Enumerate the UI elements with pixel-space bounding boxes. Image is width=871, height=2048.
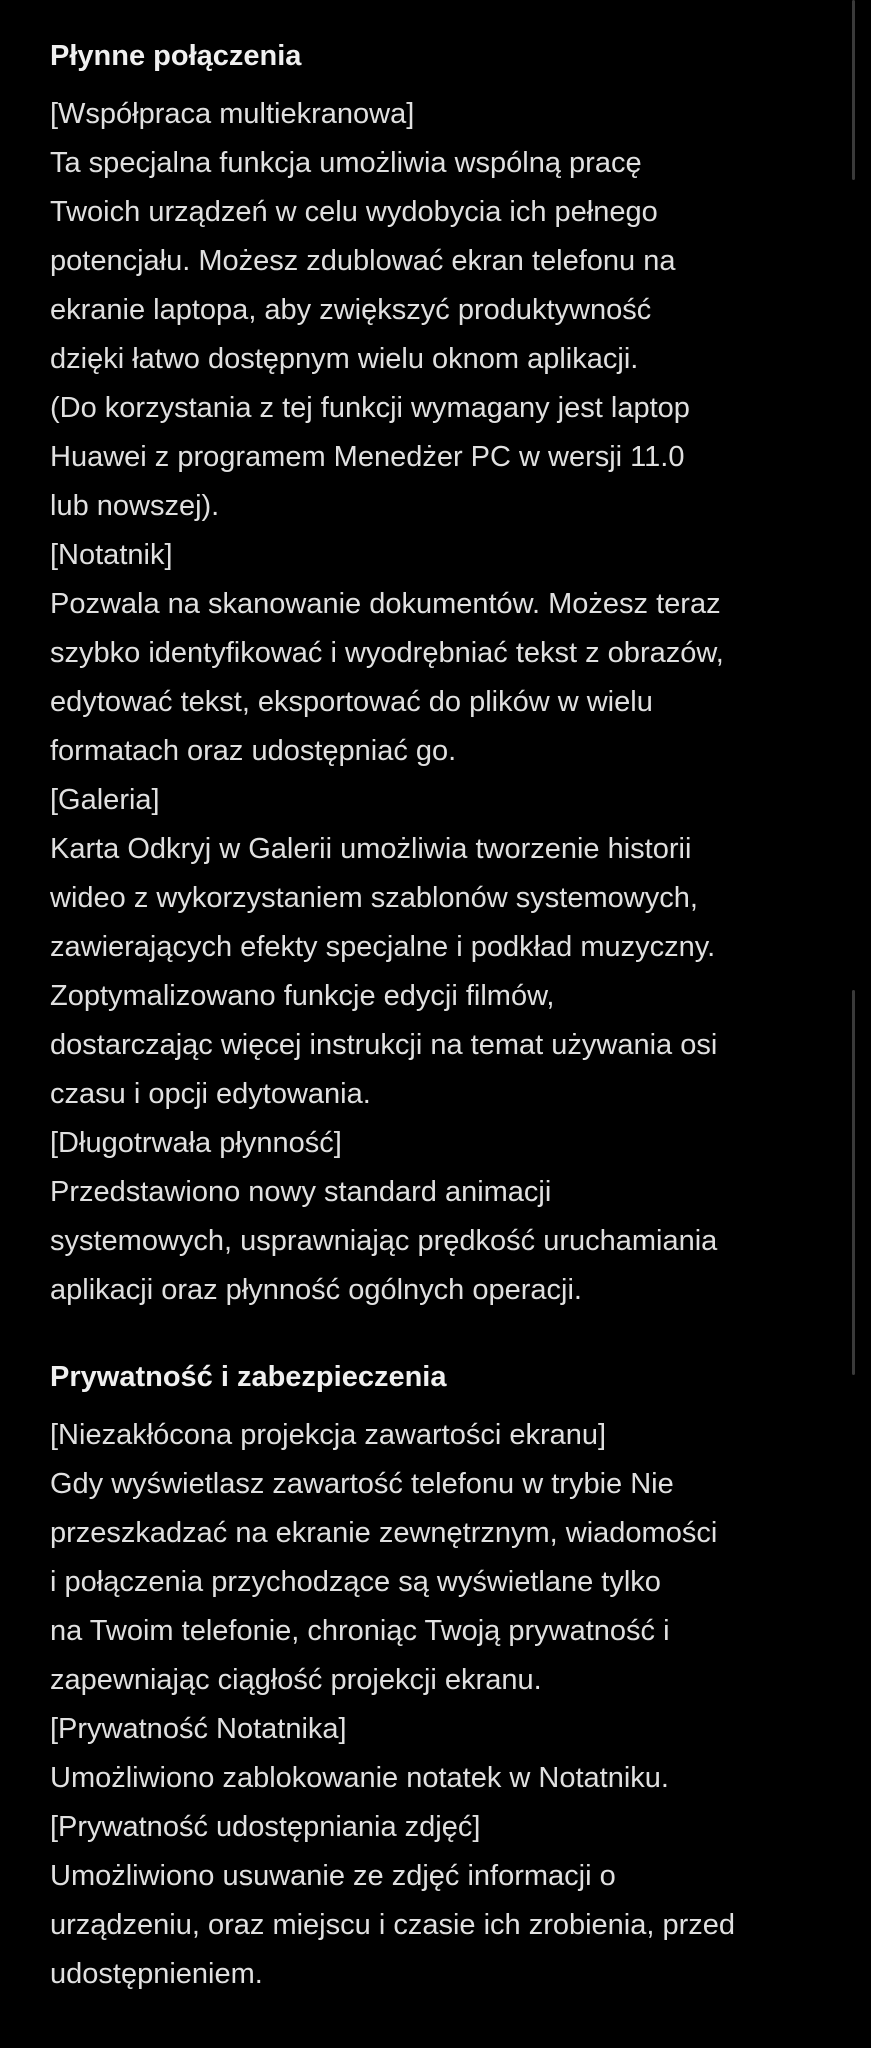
item-heading-photo-sharing-privacy: [Prywatność udostępniania zdjęć]	[50, 1811, 481, 1843]
section-privacy-security	[50, 1357, 831, 1999]
item-body-smoothness: Przedstawiono nowy standard animacji systemowych, usprawniając prędkość uruchamiania aplikacji oraz płynność ogólnych operacji.	[50, 1176, 718, 1306]
item-heading-projection: [Niezakłócona projekcja zawartości ekranu]	[50, 1419, 607, 1451]
section-title: Płynne połączenia	[50, 40, 302, 72]
item-body-notepad: Pozwala na skanowanie dokumentów. Możesz teraz szybko identyfikować i wyodrębniać tekst z obrazów, edytować tekst, eksportować do plików w wielu formatach oraz udostępniać go.	[50, 588, 724, 767]
section-seamless-connections	[50, 36, 831, 1315]
scrollbar-thumb[interactable]	[852, 990, 855, 1375]
item-body-notepad-privacy: Umożliwiono zablokowanie notatek w Notatniku.	[50, 1762, 669, 1794]
section-title: Prywatność i zabezpieczenia	[50, 1361, 447, 1393]
item-heading-notepad-privacy: [Prywatność Notatnika]	[50, 1713, 347, 1745]
item-heading-notepad: [Notatnik]	[50, 539, 173, 571]
item-heading-multiscreen: [Współpraca multiekranowa]	[50, 98, 415, 130]
item-body-projection: Gdy wyświetlasz zawartość telefonu w trybie Nie przeszkadzać na ekranie zewnętrznym, wiadomości i połączenia przychodzące są wyświetlane tylko na Twoim telefonie, chroniąc Twoją prywatność i zapewniając ciągłość projekcji ekranu.	[50, 1468, 718, 1696]
item-body-photo-sharing-privacy: Umożliwiono usuwanie ze zdjęć informacji o urządzeniu, oraz miejscu i czasie ich zrobienia, przed udostępnieniem.	[50, 1860, 736, 1990]
scrollbar-indicator[interactable]	[852, 0, 855, 180]
item-heading-smoothness: [Długotrwała płynność]	[50, 1127, 342, 1159]
item-body-multiscreen: Ta specjalna funkcja umożliwia wspólną pracę Twoich urządzeń w celu wydobycia ich pełnego potencjału. Możesz zdublować ekran telefonu na ekranie laptopa, aby zwiększyć produktywność dzięki łatwo dostępnym wielu oknom aplikacji. (Do korzystania z tej funkcji wymagany jest laptop Huawei z programem Menedżer PC w wersji 11.0 lub nowszej).	[50, 147, 690, 522]
item-heading-gallery: [Galeria]	[50, 784, 160, 816]
item-body-gallery: Karta Odkryj w Galerii umożliwia tworzenie historii wideo z wykorzystaniem szablonów systemowych, zawierających efekty specjalne i podkład muzyczny. Zoptymalizowano funkcje edycji filmów, dostarczając więcej instrukcji na temat używania osi czasu i opcji edytowania.	[50, 833, 718, 1110]
